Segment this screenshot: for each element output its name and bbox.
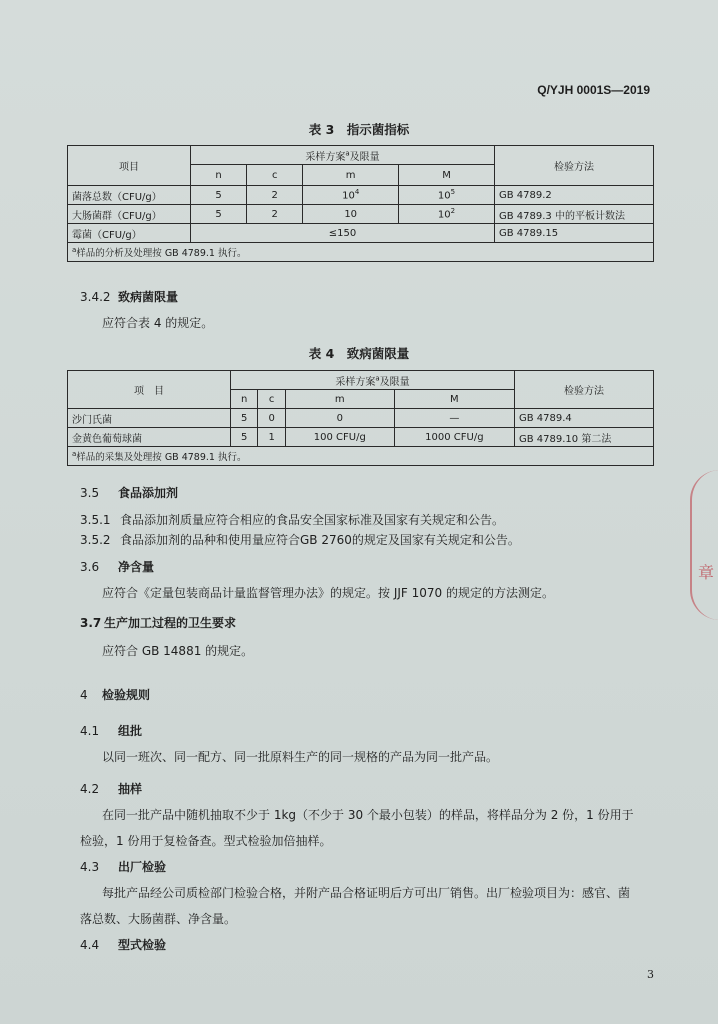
table3-header-item: 项目 bbox=[68, 146, 191, 186]
section-3-6-heading: 3.6 净含量 bbox=[80, 560, 155, 574]
table4-caption: 表 4 致病菌限量 bbox=[308, 346, 410, 361]
section-4-1-text: 以同一班次、同一配方、同一批原料生产的同一规格的产品为同一批产品。 bbox=[102, 750, 499, 764]
table3-header-M: M bbox=[399, 165, 495, 186]
section-3-5-1: 3.5.1 食品添加剂质量应符合相应的食品安全国家标准及国家有关规定和公告。 bbox=[80, 513, 505, 527]
table3-caption: 表 3 指示菌指标 bbox=[308, 122, 410, 137]
section-4-4-heading: 4.4 型式检验 bbox=[80, 938, 167, 952]
table3-header-m: m bbox=[303, 165, 399, 186]
table3-header-n: n bbox=[191, 165, 247, 186]
section-3-5-2: 3.5.2 食品添加剂的品种和使用量应符合GB 2760的规定及国家有关规定和公告。 bbox=[80, 533, 520, 547]
section-4-1-heading: 4.1 组批 bbox=[80, 724, 143, 738]
official-seal-character: 章 bbox=[698, 563, 715, 582]
section-3-5-heading: 3.5 食品添加剂 bbox=[80, 486, 179, 500]
section-4-heading: 4 检验规则 bbox=[80, 688, 151, 702]
table3-header-c: c bbox=[247, 165, 303, 186]
section-4-2-heading: 4.2 抽样 bbox=[80, 782, 143, 796]
table-row: 菌落总数（CFU/g） 5 2 $10^4$ $10^5$ GB 4789.2 bbox=[68, 186, 654, 205]
official-seal-edge bbox=[690, 470, 718, 620]
table4-header-item: 项 目 bbox=[68, 371, 231, 409]
table4-pathogen-limits bbox=[67, 370, 654, 466]
section-3-7-heading: 3.7 生产加工过程的卫生要求 bbox=[80, 616, 237, 630]
table3-note: $^a$样品的分析及处理按 GB 4789.1 执行。 bbox=[68, 243, 654, 262]
section-4-2-text: 在同一批产品中随机抽取不少于 1kg（不少于 30 个最小包装）的样品，将样品分为 2 份，1 份用于检验，1 份用于复检备查。型式检验加倍抽样。 bbox=[80, 808, 634, 848]
table-row: 大肠菌群（CFU/g） 5 2 10 $10^2$ GB 4789.3 中的平板计数法 bbox=[68, 205, 654, 224]
section-3-7-text: 应符合 GB 14881 的规定。 bbox=[102, 644, 254, 658]
section-4-3-text: 每批产品经公司质检部门检验合格，并附产品合格证明后方可出厂销售。出厂检验项目为：感官、菌落总数、大肠菌群、净含量。 bbox=[80, 886, 631, 926]
table4-header-method: 检验方法 bbox=[515, 371, 654, 409]
table4-header-M: M bbox=[394, 390, 514, 409]
section-3-4-2-text: 应符合表 4 的规定。 bbox=[102, 316, 214, 330]
section-3-4-2-heading: 3.4.2 致病菌限量 bbox=[80, 290, 179, 304]
table4-note: $^a$样品的采集及处理按 GB 4789.1 执行。 bbox=[68, 447, 654, 466]
section-3-6-text: 应符合《定量包装商品计量监督管理办法》的规定。按 JJF 1070 的规定的方法测定。 bbox=[102, 586, 554, 600]
page-number: 3 bbox=[647, 968, 654, 981]
table-row: 金黄色葡萄球菌 5 1 100 CFU/g 1000 CFU/g GB 4789.10 第二法 bbox=[68, 428, 654, 447]
section-4-3-heading: 4.3 出厂检验 bbox=[80, 860, 167, 874]
table3-indicator-bacteria bbox=[67, 145, 654, 262]
table3-header-method: 检验方法 bbox=[495, 146, 654, 186]
table4-header-plan: 采样方案$^a$及限量 bbox=[231, 371, 515, 390]
table4-header-c: c bbox=[258, 390, 285, 409]
table4-header-n: n bbox=[231, 390, 258, 409]
table4-header-m: m bbox=[285, 390, 394, 409]
table-row: 霉菌（CFU/g） ≤150 GB 4789.15 bbox=[68, 224, 654, 243]
document-code: Q/YJH 0001S—2019 bbox=[537, 83, 650, 97]
table3-header-plan: 采样方案$^a$及限量 bbox=[191, 146, 495, 165]
table-row: 沙门氏菌 5 0 0 — GB 4789.4 bbox=[68, 409, 654, 428]
